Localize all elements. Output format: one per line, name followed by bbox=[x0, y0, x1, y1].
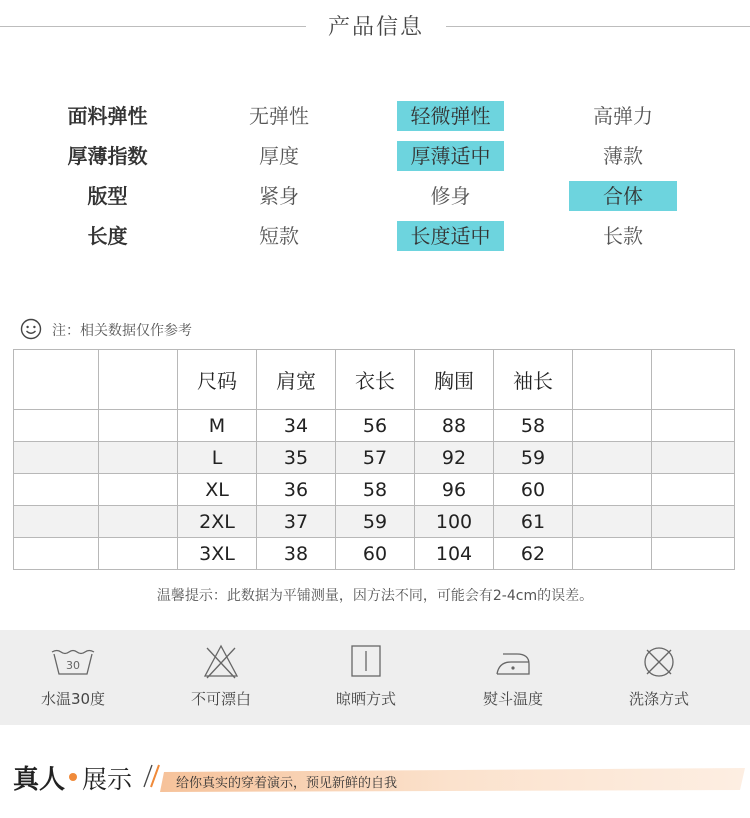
line-dry-icon bbox=[342, 642, 390, 682]
attribute-label: 面料弹性 bbox=[67, 104, 148, 128]
table-cell bbox=[573, 442, 652, 474]
table-cell bbox=[652, 474, 735, 506]
table-header-row bbox=[14, 350, 735, 410]
header-cell bbox=[99, 350, 178, 410]
attribute-option: 高弹力 bbox=[593, 104, 653, 128]
table-cell: 35 bbox=[257, 442, 336, 474]
header-divider-right bbox=[446, 26, 750, 27]
banner-subtitle: 给你真实的穿着演示，预见新鲜的自我 bbox=[176, 776, 398, 791]
product-info-header bbox=[0, 0, 750, 54]
table-cell: 56 bbox=[336, 410, 415, 442]
care-item-bleach bbox=[161, 642, 281, 720]
table-cell: 60 bbox=[336, 538, 415, 570]
table-cell: XL bbox=[178, 474, 257, 506]
wash-30-icon bbox=[49, 642, 97, 682]
attribute-row-thickness bbox=[0, 141, 750, 171]
table-cell: 58 bbox=[494, 410, 573, 442]
header-cell: 衣长 bbox=[336, 350, 415, 410]
table-cell bbox=[99, 410, 178, 442]
care-item-iron bbox=[453, 642, 573, 720]
slash-decoration-icon bbox=[140, 763, 162, 789]
table-cell bbox=[14, 506, 99, 538]
wash-temperature-text: 30 bbox=[66, 659, 80, 672]
table-row bbox=[14, 442, 735, 474]
table-row bbox=[14, 506, 735, 538]
header-cell bbox=[573, 350, 652, 410]
table-cell: 57 bbox=[336, 442, 415, 474]
care-label: 不可漂白 bbox=[190, 690, 251, 708]
table-cell bbox=[652, 442, 735, 474]
measurement-tip: 温馨提示：此数据为平铺测量，因方法不同，可能会有2-4cm的误差。 bbox=[156, 588, 594, 604]
no-bleach-icon bbox=[197, 642, 245, 682]
table-cell bbox=[652, 410, 735, 442]
care-label: 晾晒方式 bbox=[335, 690, 396, 708]
attribute-option-selected: 长度适中 bbox=[397, 221, 504, 251]
attribute-row-fit bbox=[0, 181, 750, 211]
table-cell: 60 bbox=[494, 474, 573, 506]
note-text: 注：相关数据仅作参考 bbox=[52, 323, 192, 339]
table-row bbox=[14, 410, 735, 442]
table-cell bbox=[99, 506, 178, 538]
table-cell: 100 bbox=[415, 506, 494, 538]
header-cell: 胸围 bbox=[415, 350, 494, 410]
header-cell: 尺码 bbox=[178, 350, 257, 410]
header-cell bbox=[652, 350, 735, 410]
table-cell bbox=[652, 506, 735, 538]
table-cell: 88 bbox=[415, 410, 494, 442]
attribute-label: 版型 bbox=[87, 184, 128, 208]
care-instructions bbox=[0, 630, 750, 725]
attribute-option: 短款 bbox=[259, 224, 299, 248]
size-table bbox=[13, 349, 735, 570]
care-label: 洗涤方式 bbox=[628, 690, 689, 708]
attribute-label: 厚薄指数 bbox=[67, 144, 148, 168]
attribute-option: 紧身 bbox=[259, 184, 299, 208]
table-cell bbox=[652, 538, 735, 570]
smiley-icon bbox=[20, 318, 42, 340]
header-divider-left bbox=[0, 26, 306, 27]
table-cell: 58 bbox=[336, 474, 415, 506]
table-cell: 104 bbox=[415, 538, 494, 570]
attribute-option: 厚度 bbox=[259, 144, 299, 168]
banner-dot-icon bbox=[69, 773, 77, 781]
table-row bbox=[14, 538, 735, 570]
table-cell: 34 bbox=[257, 410, 336, 442]
table-cell: M bbox=[178, 410, 257, 442]
care-item-wash bbox=[13, 642, 133, 720]
attribute-option-selected: 轻微弹性 bbox=[397, 101, 504, 131]
attribute-option-selected: 合体 bbox=[569, 181, 677, 211]
no-dry-clean-icon bbox=[635, 642, 683, 682]
header-cell: 肩宽 bbox=[257, 350, 336, 410]
table-cell: 96 bbox=[415, 474, 494, 506]
table-cell bbox=[14, 538, 99, 570]
table-cell bbox=[14, 410, 99, 442]
table-cell bbox=[99, 474, 178, 506]
table-cell: 2XL bbox=[178, 506, 257, 538]
banner-title-bold: 真人 bbox=[13, 765, 66, 795]
care-label: 熨斗温度 bbox=[482, 690, 543, 708]
table-cell: 92 bbox=[415, 442, 494, 474]
attribute-option-selected: 厚薄适中 bbox=[397, 141, 504, 171]
table-cell bbox=[99, 538, 178, 570]
table-cell: 37 bbox=[257, 506, 336, 538]
table-cell: 36 bbox=[257, 474, 336, 506]
table-cell bbox=[99, 442, 178, 474]
table-cell: L bbox=[178, 442, 257, 474]
care-label: 水温30度 bbox=[40, 690, 106, 708]
model-showcase-banner bbox=[0, 740, 750, 818]
attribute-label: 长度 bbox=[87, 224, 128, 248]
table-cell: 62 bbox=[494, 538, 573, 570]
header-cell: 袖长 bbox=[494, 350, 573, 410]
table-cell: 59 bbox=[336, 506, 415, 538]
header-cell bbox=[14, 350, 99, 410]
table-cell bbox=[573, 506, 652, 538]
table-cell: 59 bbox=[494, 442, 573, 474]
table-cell: 38 bbox=[257, 538, 336, 570]
banner-title-light: 展示 bbox=[82, 765, 133, 794]
table-cell bbox=[573, 538, 652, 570]
care-item-wash-method bbox=[599, 642, 719, 720]
care-item-dry bbox=[306, 642, 426, 720]
table-row bbox=[14, 474, 735, 506]
table-cell bbox=[14, 442, 99, 474]
attribute-row-length bbox=[0, 221, 750, 251]
attribute-option: 长款 bbox=[603, 224, 643, 248]
section-title: 产品信息 bbox=[327, 15, 424, 40]
table-cell bbox=[573, 410, 652, 442]
table-cell: 3XL bbox=[178, 538, 257, 570]
attribute-option: 无弹性 bbox=[249, 104, 309, 128]
table-cell: 61 bbox=[494, 506, 573, 538]
table-cell bbox=[14, 474, 99, 506]
attribute-row-elasticity bbox=[0, 101, 750, 131]
attribute-option: 修身 bbox=[430, 184, 471, 208]
attribute-option: 薄款 bbox=[603, 144, 643, 168]
iron-icon bbox=[489, 642, 537, 682]
table-cell bbox=[573, 474, 652, 506]
